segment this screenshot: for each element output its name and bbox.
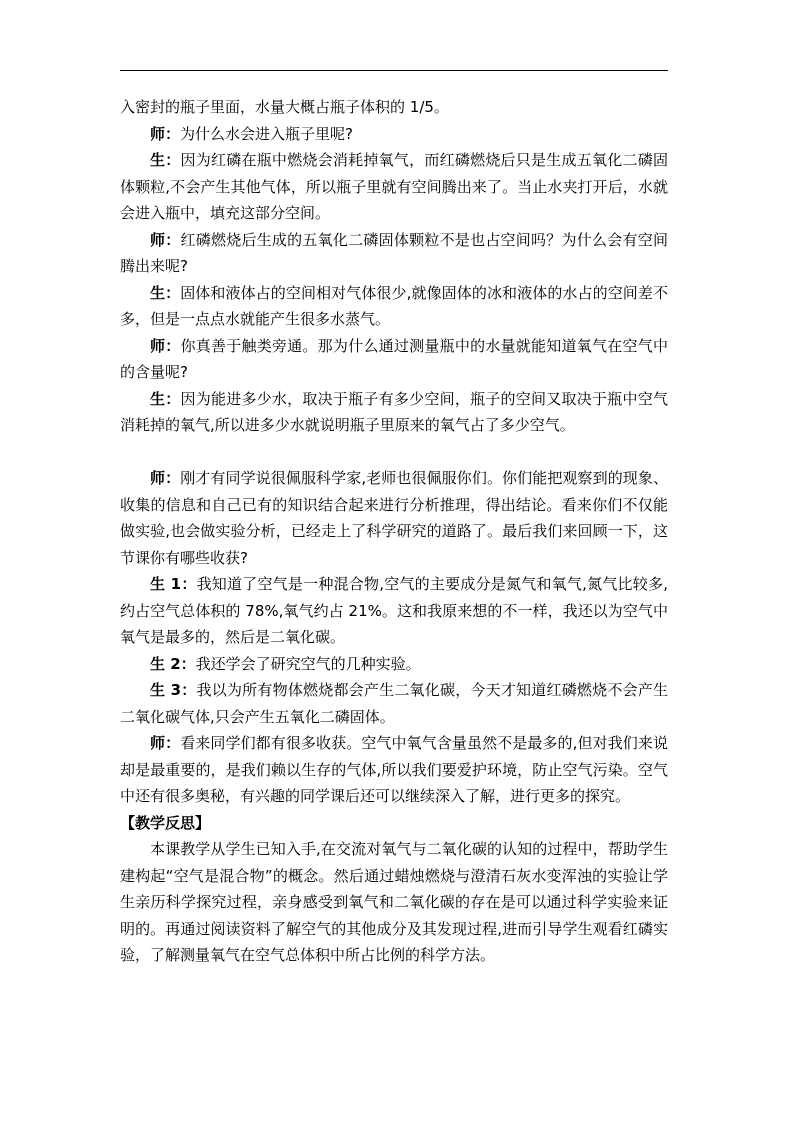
dialogue-paragraph — [120, 571, 668, 651]
dialogue-paragraph — [120, 227, 668, 280]
speaker-label: 师： — [150, 336, 181, 355]
dialogue-paragraph — [120, 677, 668, 730]
paragraph-text: 因为能进多少水，取决于瓶子有多少空间，瓶子的空间又取决于瓶中空气消耗掉的氧气,所以进多少水就说明瓶子里原来的氧气占了多少空气。 — [120, 389, 668, 434]
speaker-label: 师： — [150, 124, 181, 143]
dialogue-paragraph — [120, 121, 668, 148]
paragraph-text: 因为红磷在瓶中燃烧会消耗掉氧气，而红磷燃烧后只是生成五氧化二磷固体颗粒,不会产生其他气体，所以瓶子里就有空间腾出来了。当止水夹打开后，水就会进入瓶中，填充这部分空间。 — [120, 151, 668, 222]
dialogue-paragraph — [120, 651, 668, 678]
paragraph-text: 你真善于触类旁通。那为什么通过测量瓶中的水量就能知道氧气在空气中的含量呢? — [120, 336, 668, 381]
paragraph-text: 入密封的瓶子里面，水量大概占瓶子体积的 1/5。 — [120, 98, 449, 116]
paragraph-text: 我知道了空气是一种混合物,空气的主要成分是氮气和氧气,氮气比较多,约占空气总体积的 78%,氧气约占 21%。这和我原来想的不一样，我还以为空气中氧气是最多的，然后是二氧化碳。 — [120, 575, 668, 646]
reflection-paragraph: 本课教学从学生已知入手,在交流对氧气与二氧化碳的认知的过程中，帮助学生建构起“空气是混合物”的概念。然后通过蜡烛燃烧与澄清石灰水变浑浊的实验让学生亲历科学探究过程，亲身感受到氧气和二氧化碳的存在是可以通过科学实验来证明的。再通过阅读资料了解空气的其他成分及其发现过程,进而引导学生观看红磷实验，了解测量氧气在空气总体积中所占比例的科学方法。 — [120, 840, 668, 964]
paragraph-text: 刚才有同学说很佩服科学家,老师也很佩服你们。你们能把观察到的现象、收集的信息和自己已有的知识结合起来进行分析推理，得出结论。看来你们不仅能做实验,也会做实验分析，已经走上了科学研究的道路了。最后我们来回顾一下，这节课你有哪些收获? — [120, 469, 668, 567]
section-heading: 【教学反思】 — [120, 813, 211, 832]
document-body — [120, 94, 668, 969]
paragraph-text: 为什么水会进入瓶子里呢? — [180, 124, 353, 143]
dialogue-paragraph — [120, 280, 668, 333]
paragraph-continuation — [120, 94, 668, 121]
dialogue-paragraph — [120, 147, 668, 227]
header-rule — [120, 70, 668, 71]
dialogue-paragraph — [120, 386, 668, 439]
speaker-label: 生： — [150, 283, 181, 302]
speaker-label: 生 2： — [150, 654, 196, 673]
speaker-label: 生 3： — [150, 681, 197, 699]
dialogue-paragraph — [120, 730, 668, 810]
paragraph-text: 固体和液体占的空间相对气体很少,就像固体的冰和液体的水占的空间差不多，但是一点点水就能产生很多水蒸气。 — [120, 283, 668, 328]
dialogue-paragraph — [120, 333, 668, 386]
paragraph-text: 看来同学们都有很多收获。空气中氧气含量虽然不是最多的,但对我们来说却是最重要的，是我们赖以生存的气体,所以我们要爱护环境，防止空气污染。空气中还有很多奥秘，有兴趣的同学课后还可以继续深入了解，进行更多的探究。 — [120, 734, 668, 805]
paragraph-text: 红磷燃烧后生成的五氧化二磷固体颗粒不是也占空间吗？为什么会有空间腾出来呢? — [120, 230, 668, 275]
speaker-label: 师： — [150, 230, 181, 249]
speaker-label: 师： — [150, 469, 181, 487]
speaker-label: 生： — [150, 389, 181, 408]
speaker-label: 生： — [150, 151, 181, 169]
dialogue-paragraph — [120, 465, 668, 571]
speaker-label: 生 1： — [150, 575, 197, 593]
paragraph-text: 我以为所有物体燃烧都会产生二氧化碳，今天才知道红磷燃烧不会产生二氧化碳气体,只会产生五氧化二磷固体。 — [120, 681, 668, 726]
paragraph-text: 我还学会了研究空气的几种实验。 — [195, 654, 421, 673]
speaker-label: 师： — [150, 734, 181, 752]
